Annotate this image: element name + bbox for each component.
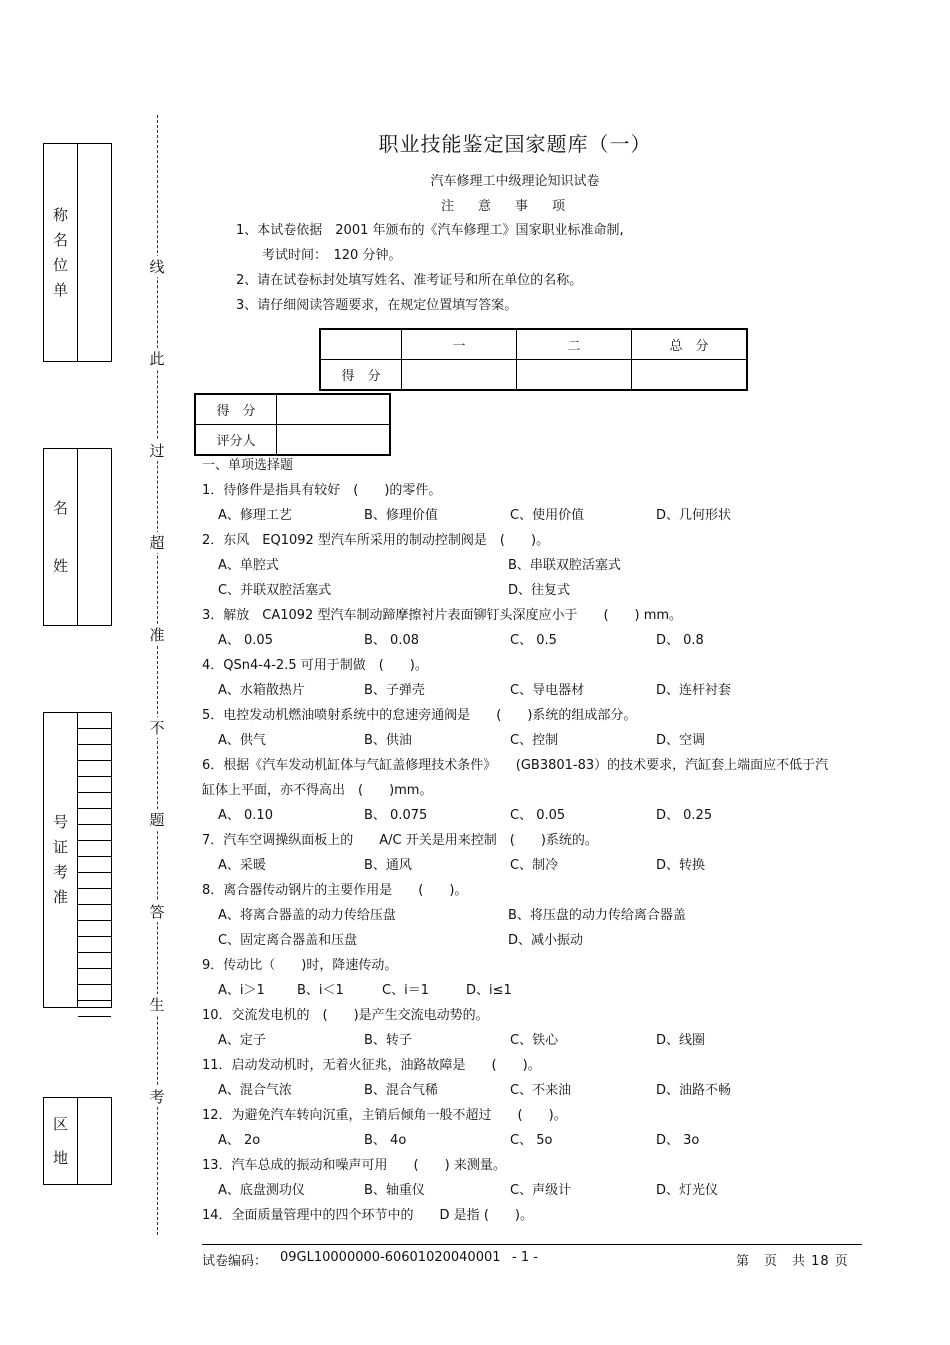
answer-option[interactable]: C、铁心 bbox=[510, 1033, 559, 1048]
exam-id-label bbox=[44, 713, 77, 1007]
answer-option[interactable]: D、 0.25 bbox=[656, 808, 713, 823]
exam-id-row[interactable] bbox=[78, 761, 111, 777]
answer-option[interactable]: A、i＞1 bbox=[218, 983, 265, 998]
exam-id-row[interactable] bbox=[78, 889, 111, 905]
region-field[interactable] bbox=[77, 1098, 111, 1184]
answer-option[interactable]: B、 0.08 bbox=[364, 633, 419, 648]
answer-option[interactable]: A、水箱散热片 bbox=[218, 683, 305, 698]
answer-option[interactable]: B、i＜1 bbox=[297, 983, 344, 998]
grader-name-cell[interactable] bbox=[277, 425, 391, 456]
seal-char: 此 bbox=[146, 348, 168, 369]
answer-option[interactable]: B、串联双腔活塞式 bbox=[508, 558, 621, 573]
question-text: 2．东风 EQ1092 型汽车所采用的制动控制阀是 ( )。 bbox=[202, 533, 550, 548]
answer-option[interactable]: D、空调 bbox=[656, 733, 706, 748]
notice-item: 考试时间： 120 分钟。 bbox=[236, 248, 402, 263]
option-row bbox=[202, 503, 842, 528]
score-table bbox=[319, 328, 748, 391]
answer-option[interactable]: B、轴重仪 bbox=[364, 1183, 425, 1198]
answer-option[interactable]: D、油路不畅 bbox=[656, 1083, 732, 1098]
answer-option[interactable]: A、单腔式 bbox=[218, 558, 279, 573]
option-row bbox=[202, 978, 842, 1003]
seal-char: 不 bbox=[146, 717, 168, 738]
answer-option[interactable]: D、 3o bbox=[656, 1133, 700, 1148]
answer-option[interactable]: A、混合气浓 bbox=[218, 1083, 292, 1098]
score-row-label: 得 分 bbox=[320, 360, 402, 391]
notice-item: 2、请在试卷标封处填写姓名、准考证号和所在单位的名称。 bbox=[236, 273, 583, 288]
score-header-1: 一 bbox=[402, 329, 517, 360]
question-text: 1．待修件是指具有较好 ( )的零件。 bbox=[202, 483, 442, 498]
side-label-char: 区 bbox=[52, 1115, 68, 1133]
exam-id-row[interactable] bbox=[78, 729, 111, 745]
option-row bbox=[202, 728, 842, 753]
name-box bbox=[43, 448, 112, 626]
answer-option[interactable]: B、通风 bbox=[364, 858, 412, 873]
exam-id-box bbox=[43, 712, 112, 1008]
answer-option[interactable]: C、 0.05 bbox=[510, 808, 566, 823]
seal-char: 过 bbox=[146, 440, 168, 461]
side-label-char: 地 bbox=[52, 1149, 68, 1167]
side-label-char: 位 bbox=[52, 255, 68, 274]
question-text-cont: 缸体上平面，亦不得高出 ( )mm。 bbox=[202, 783, 433, 798]
question-text: 11．启动发动机时，无着火征兆，油路故障是 ( )。 bbox=[202, 1058, 541, 1073]
section-title: 一、单项选择题 bbox=[202, 458, 294, 473]
exam-id-row[interactable] bbox=[78, 905, 111, 921]
side-label-char: 名 bbox=[52, 230, 68, 249]
name-label bbox=[44, 449, 77, 625]
question-text: 6．根据《汽车发动机缸体与气缸盖修理技术条件》 (GB3801-83）的技术要求，汽缸套上端面应不低于汽 bbox=[202, 758, 829, 773]
exam-id-row[interactable] bbox=[78, 857, 111, 873]
answer-option[interactable]: A、底盘测功仪 bbox=[218, 1183, 305, 1198]
answer-option[interactable]: C、制冷 bbox=[510, 858, 559, 873]
exam-id-row[interactable] bbox=[78, 953, 111, 969]
question-text: 14．全面质量管理中的四个环节中的 D 是指 ( )。 bbox=[202, 1208, 533, 1223]
exam-id-row[interactable] bbox=[78, 825, 111, 841]
exam-id-row[interactable] bbox=[78, 873, 111, 889]
option-row bbox=[202, 678, 842, 703]
answer-option[interactable]: B、供油 bbox=[364, 733, 412, 748]
score-header-blank bbox=[320, 329, 402, 360]
notice-heading: 注意事项 bbox=[440, 199, 589, 214]
exam-id-row[interactable] bbox=[78, 1001, 111, 1017]
grader-table bbox=[194, 393, 391, 456]
question-text: 9．传动比（ )时，降速传动。 bbox=[202, 958, 398, 973]
answer-option[interactable]: A、 2o bbox=[218, 1133, 261, 1148]
footer-page-count: 第 页 共 18 页 bbox=[736, 1254, 849, 1269]
exam-id-row[interactable] bbox=[78, 745, 111, 761]
answer-option[interactable]: C、导电器材 bbox=[510, 683, 585, 698]
question-text: 8．离合器传动钢片的主要作用是 ( )。 bbox=[202, 883, 468, 898]
answer-option[interactable]: A、将离合器盖的动力传给压盘 bbox=[218, 908, 396, 923]
side-label-char: 姓 bbox=[52, 557, 68, 575]
answer-option[interactable]: A、修理工艺 bbox=[218, 508, 292, 523]
question-text: 13．汽车总成的振动和噪声可用 ( ) 来测量。 bbox=[202, 1158, 506, 1173]
question-section bbox=[202, 453, 842, 1228]
exam-id-row[interactable] bbox=[78, 969, 111, 985]
footer-code: 09GL10000000-60601020040001 bbox=[280, 1250, 501, 1265]
side-label-char: 名 bbox=[52, 499, 68, 517]
region-label bbox=[44, 1098, 77, 1184]
seal-char: 题 bbox=[146, 809, 168, 830]
name-field[interactable] bbox=[77, 449, 111, 625]
answer-option[interactable]: A、 0.10 bbox=[218, 808, 273, 823]
option-row bbox=[202, 803, 842, 828]
page-footer bbox=[202, 1244, 862, 1269]
option-row bbox=[202, 1128, 842, 1153]
exam-id-row[interactable] bbox=[78, 985, 111, 1001]
exam-id-row[interactable] bbox=[78, 793, 111, 809]
answer-option[interactable]: B、将压盘的动力传给离合器盖 bbox=[508, 908, 686, 923]
option-row bbox=[202, 1078, 842, 1103]
answer-option[interactable]: D、减小振动 bbox=[508, 933, 584, 948]
answer-option[interactable]: A、 0.05 bbox=[218, 633, 273, 648]
page-subtitle: 汽车修理工中级理论知识试卷 bbox=[430, 174, 600, 189]
answer-option[interactable]: C、并联双腔活塞式 bbox=[218, 583, 332, 598]
answer-option[interactable]: B、 0.075 bbox=[364, 808, 428, 823]
answer-option[interactable]: C、不来油 bbox=[510, 1083, 572, 1098]
answer-option[interactable]: C、固定离合器盖和压盘 bbox=[218, 933, 358, 948]
option-row bbox=[202, 853, 842, 878]
answer-option[interactable]: D、i≤1 bbox=[466, 983, 512, 998]
question-text: 4．QSn4-4-2.5 可用于制做 ( )。 bbox=[202, 658, 428, 673]
answer-option[interactable]: C、 0.5 bbox=[510, 633, 557, 648]
exam-id-row[interactable] bbox=[78, 713, 111, 729]
answer-option[interactable]: D、转换 bbox=[656, 858, 706, 873]
score-cell-2[interactable] bbox=[517, 360, 632, 391]
seal-char: 答 bbox=[146, 901, 168, 922]
grader-score-label: 得 分 bbox=[195, 394, 277, 425]
question-text: 5．电控发动机燃油喷射系统中的怠速旁通阀是 ( )系统的组成部分。 bbox=[202, 708, 637, 723]
option-row bbox=[202, 553, 842, 578]
option-row bbox=[202, 578, 842, 603]
side-label-char: 考 bbox=[52, 863, 68, 881]
notice-item: 3、请仔细阅读答题要求，在规定位置填写答案。 bbox=[236, 298, 518, 313]
exam-id-row[interactable] bbox=[78, 841, 111, 857]
seal-char: 准 bbox=[146, 624, 168, 645]
question-text: 7．汽车空调操纵面板上的 A/C 开关是用来控制 ( )系统的。 bbox=[202, 833, 598, 848]
footer-code-label: 试卷编码： bbox=[202, 1254, 268, 1269]
exam-id-row[interactable] bbox=[78, 777, 111, 793]
answer-option[interactable]: D、灯光仪 bbox=[656, 1183, 719, 1198]
notice-item: 1、本试卷依据 2001 年颁布的《汽车修理工》国家职业标准命制, bbox=[236, 223, 624, 238]
option-row bbox=[202, 1028, 842, 1053]
answer-option[interactable]: B、混合气稀 bbox=[364, 1083, 438, 1098]
seal-char: 超 bbox=[146, 532, 168, 553]
seal-line bbox=[157, 115, 158, 1235]
grader-name-label: 评分人 bbox=[195, 425, 277, 456]
score-cell-1[interactable] bbox=[402, 360, 517, 391]
option-row bbox=[202, 1178, 842, 1203]
answer-option[interactable]: C、控制 bbox=[510, 733, 559, 748]
exam-id-row[interactable] bbox=[78, 809, 111, 825]
answer-option[interactable]: A、采暖 bbox=[218, 858, 266, 873]
score-header-total: 总 分 bbox=[632, 329, 748, 360]
seal-char: 考 bbox=[146, 1086, 168, 1107]
exam-id-grid[interactable] bbox=[77, 713, 111, 1007]
option-row bbox=[202, 928, 842, 953]
answer-option[interactable]: A、定子 bbox=[218, 1033, 266, 1048]
answer-option[interactable]: C、使用价值 bbox=[510, 508, 585, 523]
side-label-char: 号 bbox=[52, 813, 68, 831]
answer-option[interactable]: D、往复式 bbox=[508, 583, 571, 598]
side-label-char: 准 bbox=[52, 888, 68, 906]
page-title: 职业技能鉴定国家题库（一） bbox=[378, 132, 652, 156]
question-text: 10．交流发电机的 ( )是产生交流电动势的。 bbox=[202, 1008, 489, 1023]
question-text: 12．为避免汽车转向沉重，主销后倾角一般不超过 ( )。 bbox=[202, 1108, 567, 1123]
answer-option[interactable]: D、 0.8 bbox=[656, 633, 704, 648]
answer-option[interactable]: B、转子 bbox=[364, 1033, 412, 1048]
seal-char: 生 bbox=[146, 994, 168, 1015]
question-text: 3．解放 CA1092 型汽车制动蹄摩擦衬片表面铆钉头深度应小于 ( ) mm。 bbox=[202, 608, 683, 623]
answer-option[interactable]: C、i＝1 bbox=[382, 983, 429, 998]
answer-option[interactable]: C、声级计 bbox=[510, 1183, 572, 1198]
answer-option[interactable]: D、连杆衬套 bbox=[656, 683, 732, 698]
exam-id-row[interactable] bbox=[78, 937, 111, 953]
side-label-char: 证 bbox=[52, 838, 68, 856]
side-label-char: 称 bbox=[52, 205, 68, 224]
side-label-char: 单 bbox=[52, 280, 68, 299]
score-header-2: 二 bbox=[517, 329, 632, 360]
answer-option[interactable]: A、供气 bbox=[218, 733, 266, 748]
notice-list bbox=[236, 218, 624, 318]
answer-option[interactable]: D、几何形状 bbox=[656, 508, 732, 523]
option-row bbox=[202, 903, 842, 928]
answer-option[interactable]: B、 4o bbox=[364, 1133, 407, 1148]
exam-id-row[interactable] bbox=[78, 921, 111, 937]
answer-option[interactable]: B、修理价值 bbox=[364, 508, 438, 523]
score-cell-total[interactable] bbox=[632, 360, 748, 391]
region-box bbox=[43, 1097, 112, 1185]
footer-page-number: - 1 - bbox=[512, 1250, 538, 1265]
answer-option[interactable]: D、线圈 bbox=[656, 1033, 706, 1048]
answer-option[interactable]: C、 5o bbox=[510, 1133, 553, 1148]
grader-score-cell[interactable] bbox=[277, 394, 391, 425]
option-row bbox=[202, 628, 842, 653]
seal-char: 线 bbox=[146, 256, 168, 277]
answer-option[interactable]: B、子弹壳 bbox=[364, 683, 425, 698]
